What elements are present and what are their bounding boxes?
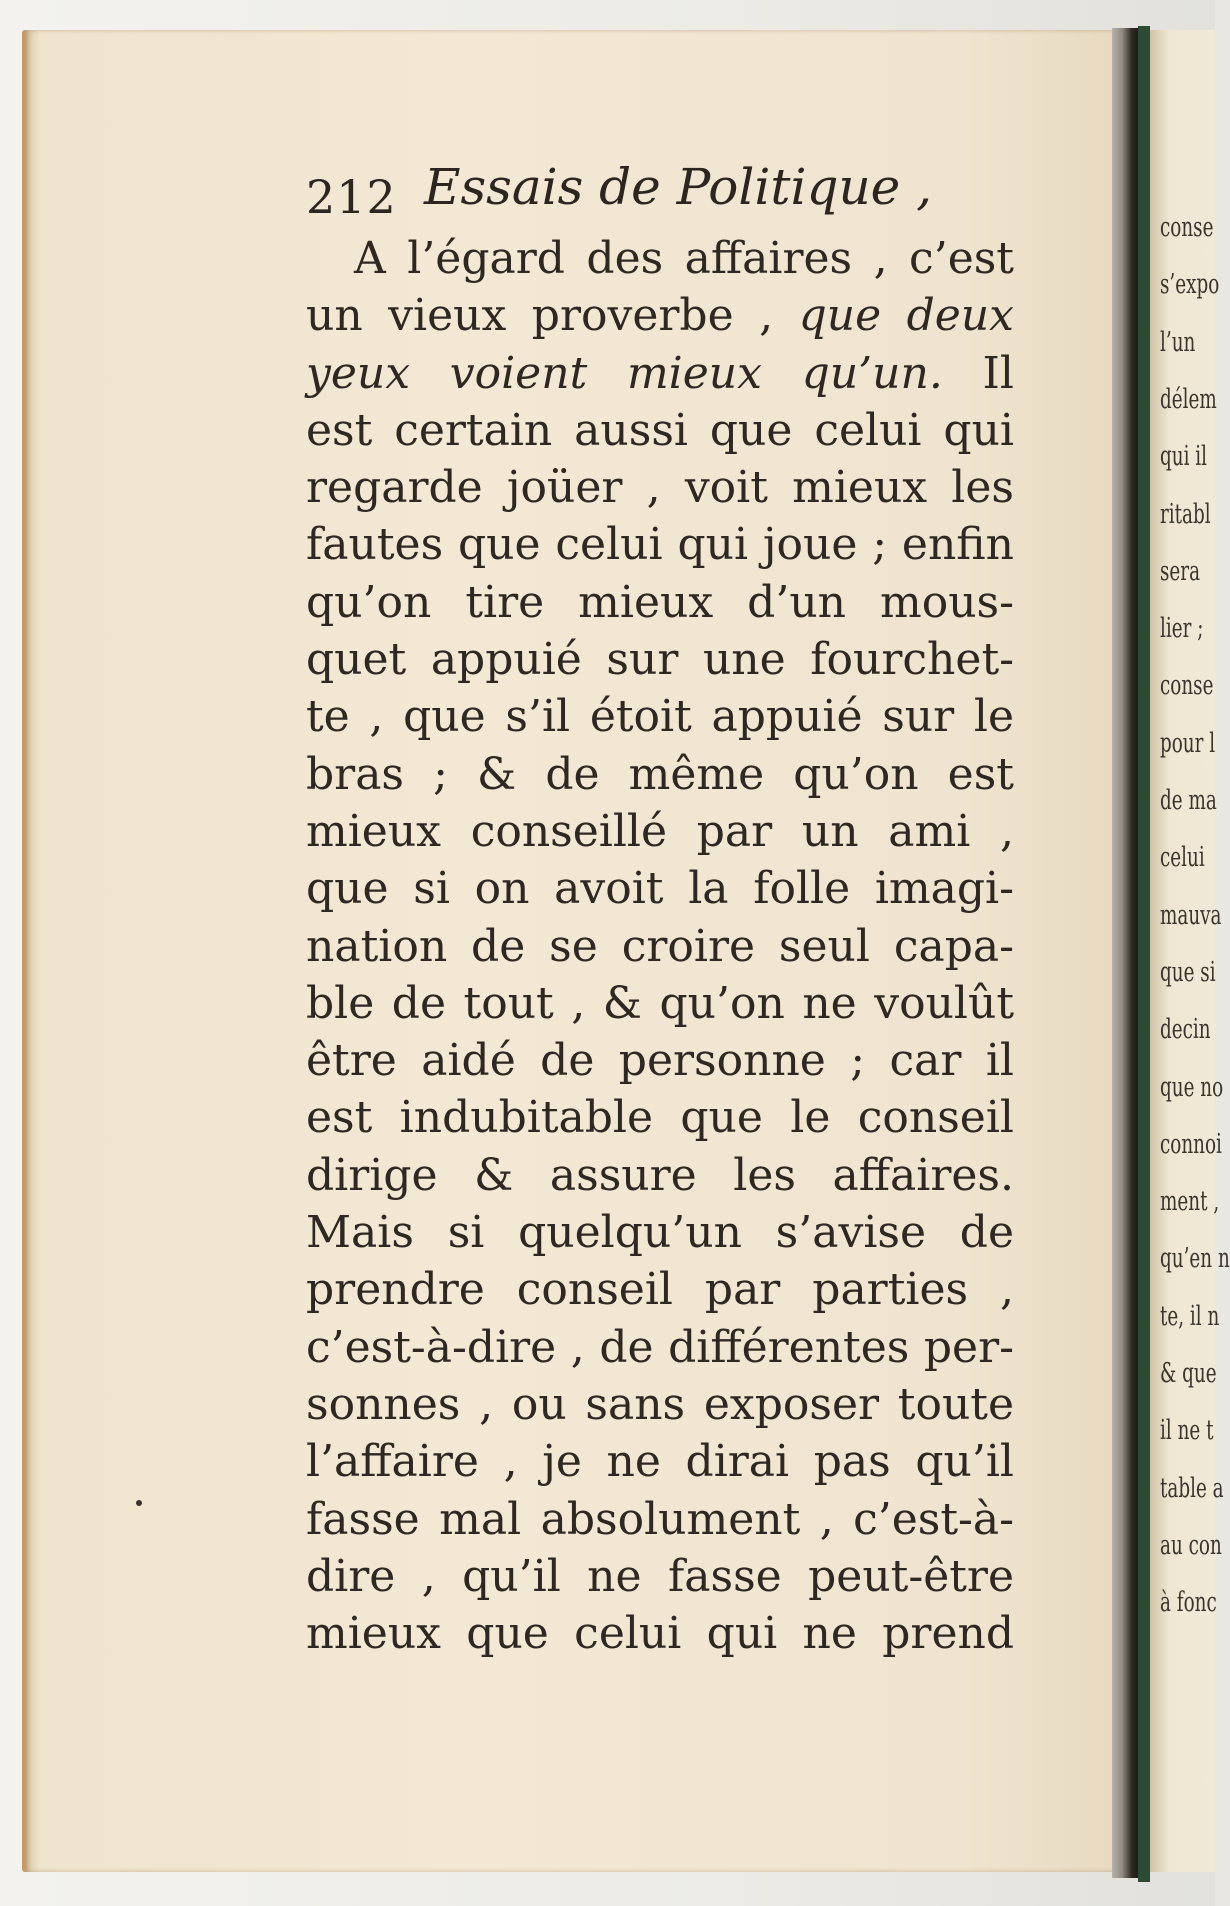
text-line [306,975,1014,1032]
text-line-roman: dirige & assure les affaires. [306,1149,1014,1201]
text-line-italic: yeux voient mieux qu’un. [306,347,943,399]
text-line [306,1491,1014,1548]
right-page-fragment: de ma [1160,785,1217,816]
text-line-roman: l’affaire , je ne dirai pas qu’il [306,1436,1014,1488]
page-text-block [306,148,1014,1662]
text-line-roman: A l’égard des affaires , c’est [354,233,1014,284]
text-line [306,860,1014,917]
text-line-roman: sonnes , ou sans exposer toute [306,1378,1014,1430]
right-page-fragment: conse [1160,212,1214,243]
text-line-roman: être aidé de personne ; car il [306,1035,1014,1087]
text-line [306,1433,1014,1490]
text-line [306,402,1014,459]
text-line [306,1376,1014,1433]
text-line [306,1261,1014,1318]
book-spine [1112,28,1138,1878]
text-line-roman: te , que s’il étoit appuié sur le [306,691,1014,743]
right-page-fragment: celui [1160,842,1205,874]
text-line [306,1319,1014,1376]
text-line-roman: que si on avoit la folle imagi- [306,863,1014,915]
text-line-roman: quet appuié sur une fourchet- [306,634,1014,686]
text-line-roman: regarde joüer , voit mieux les [306,462,1014,514]
right-page-fragment: & que [1160,1358,1217,1389]
text-line-roman: ble de tout , & qu’on ne voulût [306,977,1014,1029]
right-page-fragment: conse [1160,670,1214,702]
text-line [306,345,1014,402]
right-page-fragment: au con [1160,1529,1222,1561]
right-page-fragment: il ne t [1160,1415,1214,1447]
green-binding-edge [1138,26,1150,1882]
right-page-fragment: mauva [1160,899,1222,931]
text-line [306,1032,1014,1089]
text-line-tail: Il [942,347,1014,399]
right-page-fragment: te, il n [1160,1300,1220,1332]
right-page-fragment: s’expo [1160,269,1220,301]
right-page-fragment: qu’en n [1160,1243,1230,1275]
right-page-fragment: table a [1160,1472,1224,1504]
text-line-roman: c’est-à-dire , de différentes per- [306,1321,1014,1373]
right-page-fragment: ritabl [1160,498,1211,530]
text-line-roman: qu’on tire mieux d’un mous- [306,576,1014,628]
page-header [306,148,1014,230]
text-line-roman: est certain aussi que celui qui [306,404,1014,456]
body-text [306,230,1014,1662]
text-line-roman: fasse mal absolument , c’est-à- [306,1493,1014,1545]
text-line-roman: un vieux proverbe , [306,290,799,342]
text-line [306,1204,1014,1261]
right-page-fragment: qui il [1160,441,1208,473]
ink-speck [136,1500,142,1506]
text-line-roman: Mais si quelqu’un s’avise de [306,1207,1014,1259]
page-number: 212 [306,170,397,224]
text-line-roman: mieux conseillé par un ami , [306,805,1014,857]
text-line-roman: bras ; & de même qu’on est [306,748,1014,800]
text-line-roman: est indubitable que le conseil [306,1092,1014,1144]
text-line-roman: prendre conseil par parties , [306,1264,1014,1316]
right-page-fragment: à fonc [1160,1587,1217,1619]
text-line [306,1548,1014,1605]
text-line [306,287,1014,344]
text-line-roman: mieux que celui qui ne prend [306,1608,1014,1660]
right-page-fragment: délem [1160,383,1217,415]
text-line [306,1147,1014,1204]
text-line [306,459,1014,516]
text-line [306,516,1014,573]
right-page-fragment: sera [1160,555,1201,587]
text-line [306,631,1014,688]
right-page-fragment: lier ; [1160,613,1204,645]
text-line [306,918,1014,975]
text-line [306,230,1014,287]
text-line [306,688,1014,745]
running-title: Essais de Politique , [424,158,933,216]
right-page-fragment: connoi [1160,1128,1222,1160]
text-line [306,574,1014,631]
text-line-roman: fautes que celui qui joue ; enfin [306,519,1014,571]
right-page-fragment: que si [1160,956,1216,988]
right-page-fragment: l’un [1160,326,1196,358]
right-page-fragment: que no [1160,1071,1224,1103]
text-line-roman: nation de se croire seul capa- [306,920,1014,972]
right-page-fragment: pour l [1160,727,1216,759]
text-line [306,1605,1014,1662]
text-line-italic: que deux [798,290,1014,342]
text-line [306,746,1014,803]
right-page-fragment: decin [1160,1014,1211,1046]
right-page-fragment: ment , [1160,1186,1220,1218]
text-line [306,1089,1014,1146]
text-line-roman: dire , qu’il ne fasse peut-être [306,1550,1014,1602]
text-line [306,803,1014,860]
